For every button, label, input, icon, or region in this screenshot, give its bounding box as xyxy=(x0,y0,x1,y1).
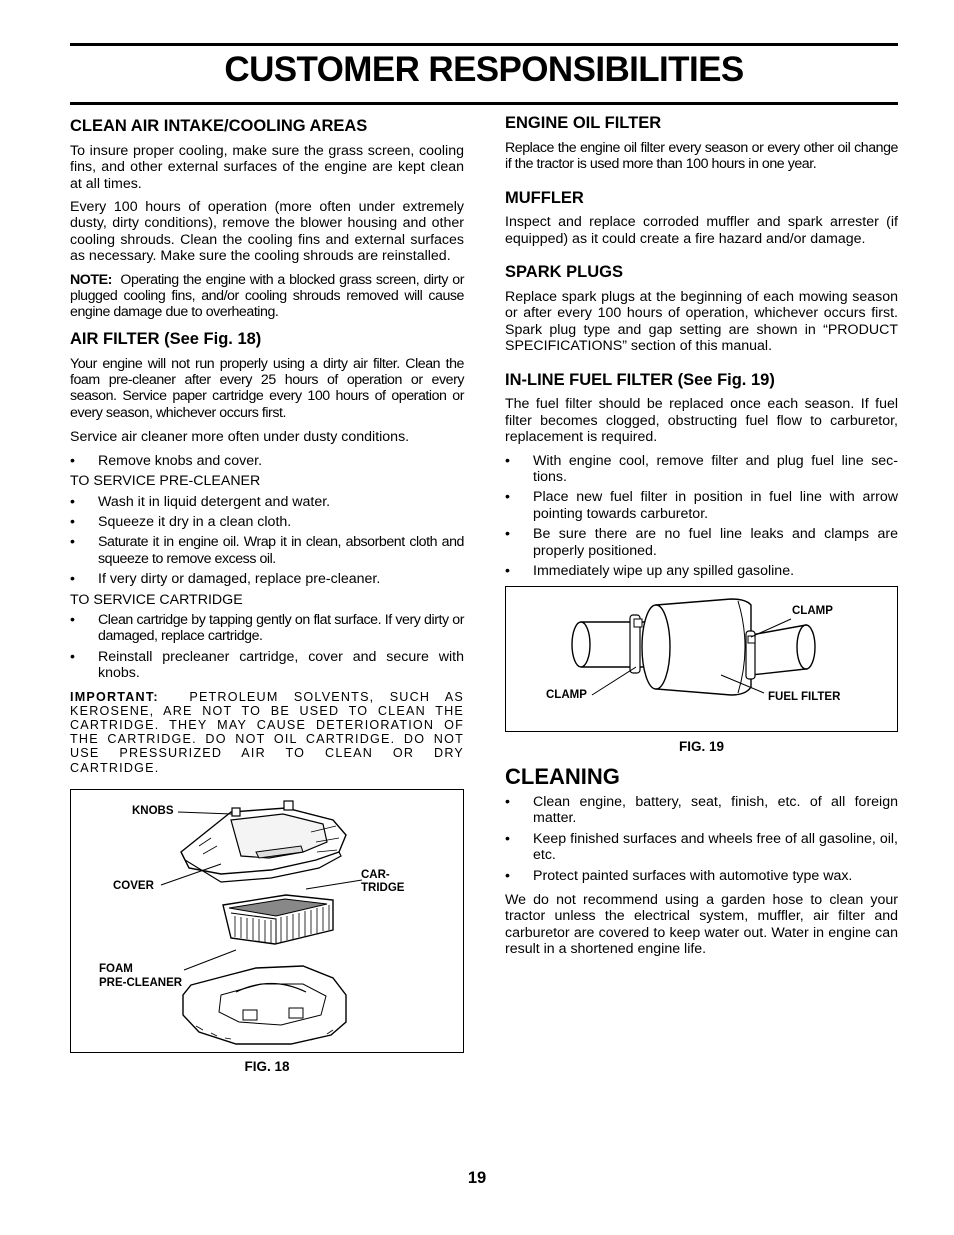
air-filter-paragraph-2: Service air cleaner more often under dusty conditions. xyxy=(70,429,410,446)
oil-filter-heading: ENGINE OIL FILTER xyxy=(505,114,662,132)
air-filter-illustration xyxy=(71,790,463,1052)
page-number: 19 xyxy=(467,1169,487,1187)
list-item: • Saturate it in engine oil. Wrap it in clean, absorbent cloth and squeeze to remove excess oil. xyxy=(70,534,464,567)
clean-air-note xyxy=(70,272,464,321)
list-item: • Squeeze it dry in a clean cloth. xyxy=(70,513,292,530)
knobs-bullet-list xyxy=(70,453,464,469)
note-text: Operating the engine with a blocked grass screen, dirty or plugged cooling fins, and/or cooling shrouds removed will cause engine damage due to overheating. xyxy=(70,271,465,321)
spark-plugs-heading: SPARK PLUGS xyxy=(505,263,623,282)
cartridge-label-line-1: CAR- xyxy=(361,868,390,881)
left-column xyxy=(70,114,464,1074)
right-column xyxy=(505,114,898,965)
cartridge-label-line-2: TRIDGE xyxy=(361,881,405,894)
fuel-filter-text: The fuel filter should be replaced once each season. If fuel filter becomes clogged, obstructing fuel flow to carburetor, replacement is required. xyxy=(505,396,898,446)
list-item: • Reinstall precleaner cartridge, cover and secure with knobs. xyxy=(70,648,464,682)
list-item: • Clean cartridge by tapping gently on flat surface. If very dirty or damaged, replace cartridge. xyxy=(70,611,464,645)
cartridge-heading: TO SERVICE CARTRIDGE xyxy=(70,591,243,608)
foam-label-line-2: PRE-CLEANER xyxy=(99,976,183,989)
list-item: • Immediately wipe up any spilled gasoline. xyxy=(505,563,795,580)
figure-19-caption: FIG. 19 xyxy=(678,738,724,754)
clean-air-heading: CLEAN AIR INTAKE/COOLING AREAS xyxy=(70,117,368,135)
pre-cleaner-bullet-list xyxy=(70,494,464,588)
cover-label: COVER xyxy=(113,879,154,892)
important-warning xyxy=(70,690,464,775)
figure-18 xyxy=(70,789,464,1053)
list-item: • If very dirty or damaged, replace pre-cleaner. xyxy=(70,571,381,588)
foam-label-line-1: FOAM xyxy=(99,962,133,975)
figure-18-caption: FIG. 18 xyxy=(244,1058,290,1074)
list-item: • Keep finished surfaces and wheels free of all gasoline, oil, etc. xyxy=(505,830,898,864)
important-label: IMPORTANT: xyxy=(70,689,159,704)
spark-plugs-text: Replace spark plugs at the beginning of each mowing season or after every 100 hours of operation, whichever occurs first. Spark plug type and gap setting are shown in “PRODUCT SPECIFICATIONS” section of this manual. xyxy=(505,289,898,355)
list-item: • Clean engine, battery, seat, finish, etc. of all foreign matter. xyxy=(505,793,898,827)
cleaning-bullet-list xyxy=(505,794,898,884)
knobs-label: KNOBS xyxy=(132,804,174,817)
list-item: • Be sure there are no fuel line leaks and clamps are properly positioned. xyxy=(505,526,898,559)
fuel-filter-bullet-list xyxy=(505,453,898,580)
note-label: NOTE: xyxy=(70,271,112,288)
list-item: • Remove knobs and cover. xyxy=(70,452,263,469)
cleaning-text: We do not recommend using a garden hose to clean your tractor unless the electrical system, muffler, air filter and carburetor are covered to keep water out. Water in engine can result in a shortened engine life. xyxy=(505,891,898,958)
list-item: • With engine cool, remove filter and plug fuel line sec-tions. xyxy=(505,452,898,486)
air-filter-heading: AIR FILTER (See Fig. 18) xyxy=(70,329,262,348)
important-text: PETROLEUM SOLVENTS, SUCH AS KEROSENE, ARE NOT TO BE USED TO CLEAN THE CARTRIDGE. THEY MAY CAUSE DETERIORATION OF THE CARTRIDGE. DO NOT OIL CARTRIDGE. DO NOT USE PRESSURIZED AIR TO CLEAN OR DRY CARTRIDGE. xyxy=(70,689,464,775)
muffler-text: Inspect and replace corroded muffler and spark arrester (if equipped) as it could create a fire hazard and/or damage. xyxy=(505,214,898,247)
fuel-filter-heading: IN-LINE FUEL FILTER (See Fig. 19) xyxy=(505,370,775,389)
list-item: • Protect painted surfaces with automotive type wax. xyxy=(505,867,853,884)
fuel-filter-illustration xyxy=(506,587,897,731)
title-rule xyxy=(70,102,898,105)
top-rule xyxy=(70,43,898,46)
pre-cleaner-heading: TO SERVICE PRE-CLEANER xyxy=(70,473,261,490)
figure-19 xyxy=(505,586,898,732)
cartridge-bullet-list xyxy=(70,612,464,682)
oil-filter-text: Replace the engine oil filter every season or every other oil change if the tractor is used more than 100 hours in one year. xyxy=(505,139,898,173)
muffler-heading: MUFFLER xyxy=(505,188,584,207)
page-title: CUSTOMER RESPONSIBILITIES xyxy=(224,50,744,89)
fuel-filter-label: FUEL FILTER xyxy=(768,690,841,703)
clean-air-paragraph-2: Every 100 hours of operation (more often under extremely dusty, dirty conditions), remove the blower housing and other cooling shrouds. Clean the cooling fins and external surfaces as necessary. Make sure the cooling shrouds are reinstalled. xyxy=(70,199,464,265)
air-filter-paragraph-1: Your engine will not run properly using a dirty air filter. Clean the foam pre-cleaner after every 25 hours of operation or every season. Service paper cartridge every 100 hours of operation or every season, whichever occurs first. xyxy=(70,355,464,421)
list-item: • Place new fuel filter in position in fuel line with arrow pointing towards carburetor. xyxy=(505,489,898,522)
clean-air-paragraph-1: To insure proper cooling, make sure the grass screen, cooling fins, and other external surfaces of the engine are kept clean at all times. xyxy=(70,142,464,192)
list-item: • Wash it in liquid detergent and water. xyxy=(70,493,331,510)
clamp-bottom-label: CLAMP xyxy=(546,688,587,701)
clamp-top-label: CLAMP xyxy=(792,604,833,617)
cleaning-heading: CLEANING xyxy=(505,763,620,789)
